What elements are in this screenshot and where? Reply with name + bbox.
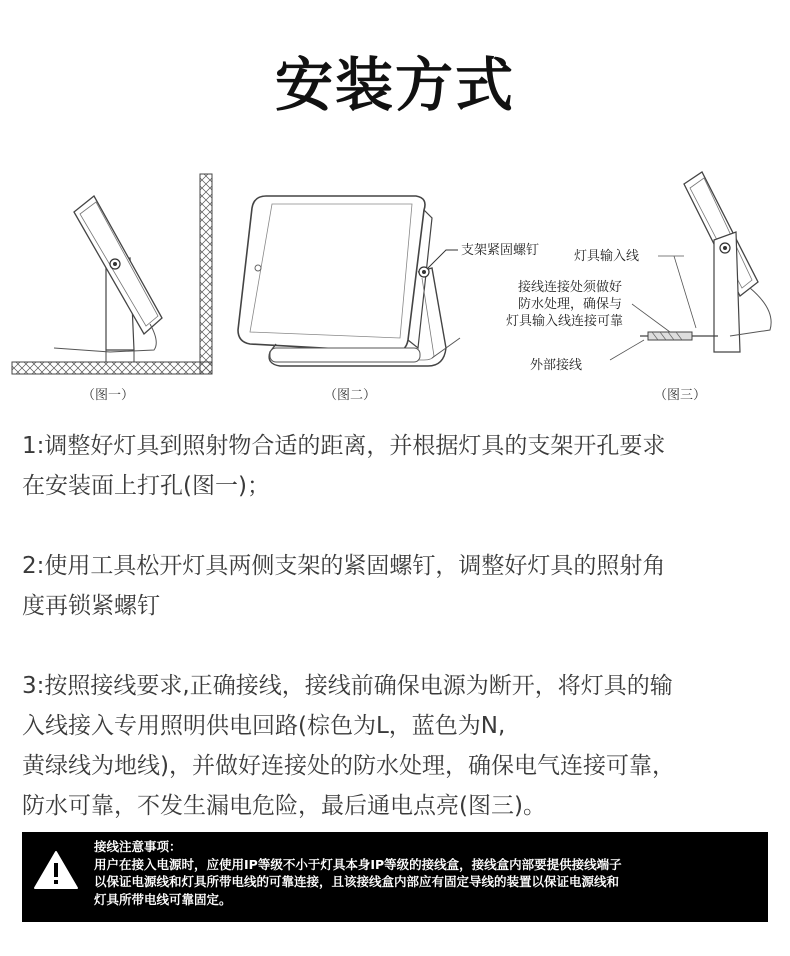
waterproof-callout-line-3: 灯具输入线连接可靠 (506, 314, 624, 329)
warning-triangle-icon (33, 849, 79, 895)
step-text-line: 入线接入专用照明供电回路(棕色为L，蓝色为N, (22, 713, 506, 739)
step-text-line: 黄绿线为地线)，并做好连接处的防水处理，确保电气连接可靠， (22, 753, 675, 779)
step-text-line: 2:使用工具松开灯具两侧支架的紧固螺钉，调整好灯具的照射角 (22, 553, 666, 579)
step-text-line: 度再锁紧螺钉 (22, 593, 160, 619)
step-2 (22, 546, 772, 626)
notice-line: 灯具所带电线可靠固定。 (94, 891, 232, 907)
external-wire-callout: 外部接线 (530, 358, 583, 373)
waterproof-callout-line-2: 防水处理，确保与 (518, 297, 623, 312)
step-1 (22, 426, 772, 506)
step-text-line: 在安装面上打孔(图一)； (22, 473, 270, 499)
step-text-line: 3:按照接线要求,正确接线，接线前确保电源为断开，将灯具的输 (22, 673, 673, 699)
waterproof-callout-line-1: 接线连接处须做好 (518, 280, 623, 295)
figure-3-wiring-diagram (600, 170, 785, 370)
figure-2-bracket-screw-diagram (232, 188, 462, 378)
notice-text (94, 838, 764, 908)
bracket-screw-callout: 支架紧固螺钉 (461, 243, 540, 258)
figure-3-caption: （图三） (653, 388, 706, 403)
notice-line: 以保证电源线和灯具所带电线的可靠连接，且该接线盒内部应有固定导线的装置以保证电源线和 (94, 874, 620, 889)
input-wire-callout: 灯具输入线 (574, 249, 640, 264)
step-3 (22, 666, 772, 826)
notice-line: 用户在接入电源时，应使用IP等级不小于灯具本身IP等级的接线盒，接线盒内部要提供接线端子 (94, 856, 622, 872)
wiring-notice-box (22, 832, 768, 922)
step-text-line: 防水可靠，不发生漏电危险，最后通电点亮(图三)。 (22, 793, 546, 819)
notice-heading: 接线注意事项： (94, 839, 182, 854)
figure-1-wall-mount-diagram (10, 172, 215, 377)
figure-1-caption: （图一） (81, 388, 134, 403)
step-text-line: 1:调整好灯具到照射物合适的距离，并根据灯具的支架开孔要求 (22, 433, 666, 459)
page-title: 安装方式 (274, 51, 515, 119)
figure-2-caption: （图二） (323, 388, 376, 403)
installation-steps (22, 426, 772, 866)
